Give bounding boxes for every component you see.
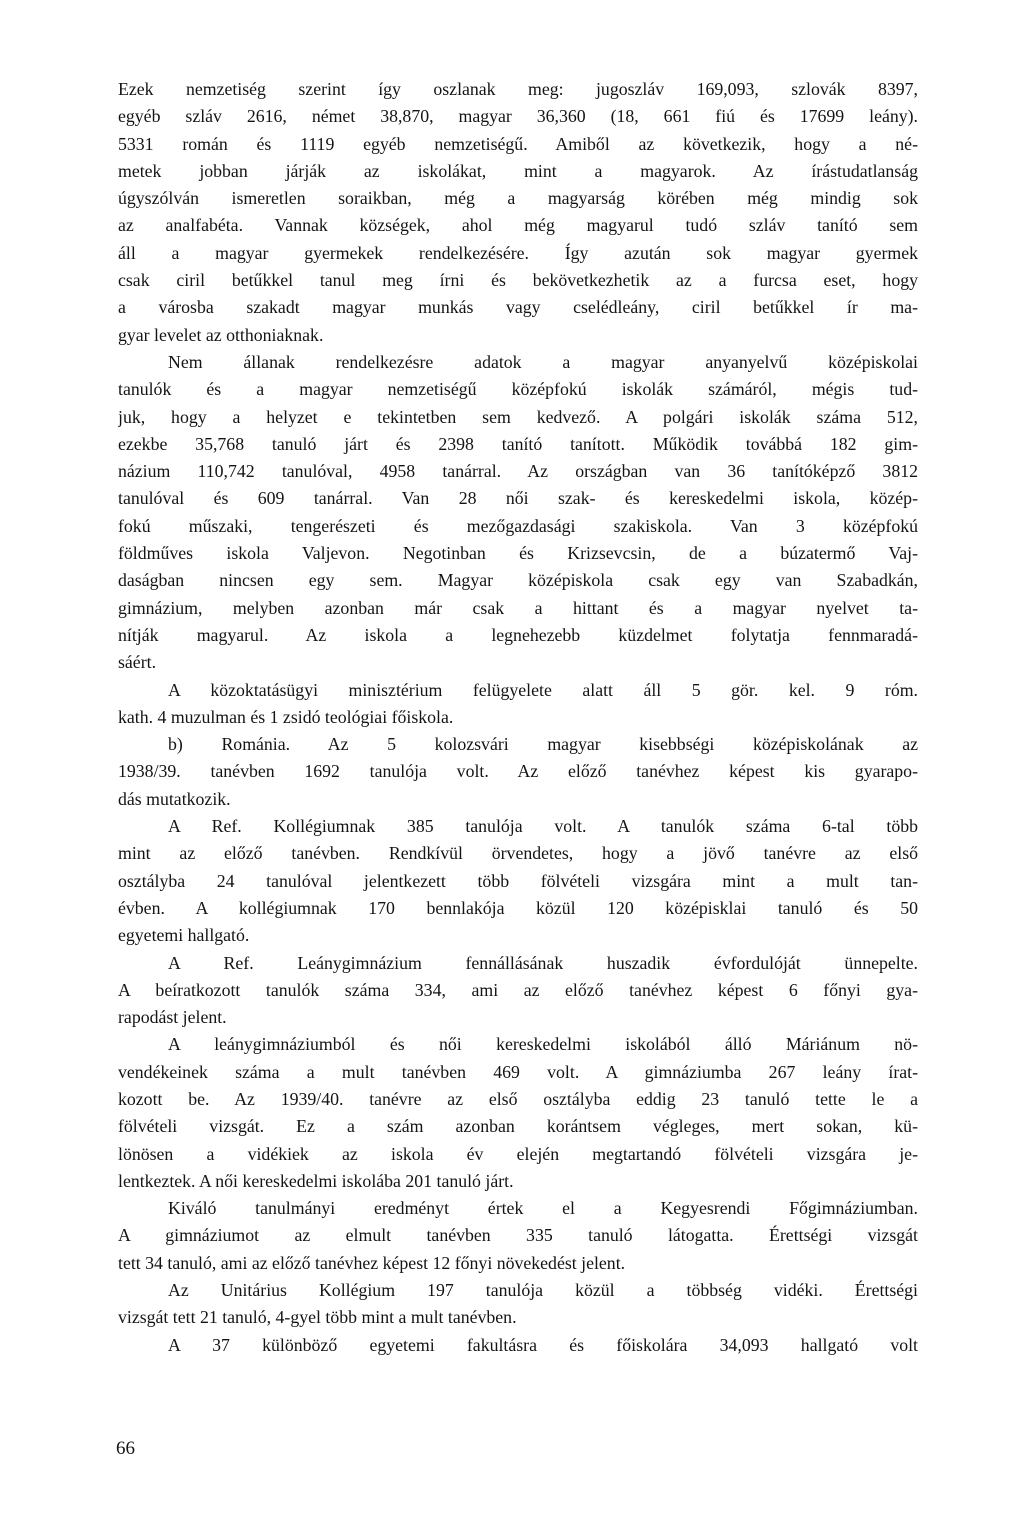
text-line: Az Unitárius Kollégium 197 tanulója közül a többség vidéki. Érettségi [168,1280,918,1301]
text-line: A Ref. Kollégiumnak 385 tanulója volt. A tanulók száma 6-tal több [168,816,918,837]
text-line: az analfabéta. Vannak községek, ahol még magyarul tudó szláv tanító sem [118,215,918,236]
text-line: názium 110,742 tanulóval, 4958 tanárral. Az országban van 36 tanítóképző 3812 [118,461,918,482]
text-line: A gimnáziumot az elmult tanévben 335 tanuló látogatta. Érettségi vizsgát [118,1225,918,1246]
text-line: Nem állanak rendelkezésre adatok a magyar anyanyelvű középiskolai [168,351,918,372]
text-line: metek jobban járják az iskolákat, mint a magyarok. Az írástudatlanság [118,160,918,181]
text-line: gimnázium, melyben azonban már csak a hittant és a magyar nyelvet ta- [118,597,918,618]
text-line: mint az előző tanévben. Rendkívül örvendetes, hogy a jövő tanévre az első [118,843,918,864]
text-line: tett 34 tanuló, ami az előző tanévhez képest 12 főnyi növekedést jelent. [118,1252,626,1273]
text-line: A leánygimnáziumból és női kereskedelmi iskolából álló Máriánum nö- [168,1034,918,1055]
text-line: vendékeinek száma a mult tanévben 469 volt. A gimnáziumba 267 leány írat- [118,1061,918,1082]
text-line: kath. 4 muzulman és 1 zsidó teológiai főiskola. [118,706,454,727]
text-line: lönösen a vidékiek az iskola év elején megtartandó fölvételi vizsgára je- [118,1143,918,1164]
text-line: A beíratkozott tanulók száma 334, ami az előző tanévhez képest 6 főnyi gya- [118,979,918,1000]
page-body [118,76,918,1359]
text-line: dás mutatkozik. [118,788,231,809]
text-line: egyetemi hallgató. [118,925,250,946]
text-line: áll a magyar gyermekek rendelkezésére. Így azután sok magyar gyermek [118,242,918,263]
text-line: juk, hogy a helyzet e tekintetben sem kedvező. A polgári iskolák száma 512, [118,406,918,427]
text-line: a városba szakadt magyar munkás vagy cselédleány, ciril betűkkel ír ma- [118,297,918,318]
text-line: daságban nincsen egy sem. Magyar középiskola csak egy van Szabadkán, [118,570,918,591]
text-line: egyéb szláv 2616, német 38,870, magyar 36,360 (18, 661 fiú és 17699 leány). [118,106,918,127]
text-line: földműves iskola Valjevon. Negotinban és Krizsevcsin, de a búzatermő Vaj- [118,543,918,564]
text-line: A közoktatásügyi minisztérium felügyelete alatt áll 5 gör. kel. 9 róm. [168,679,918,700]
text-line: lentkeztek. A női kereskedelmi iskolába 201 tanuló járt. [118,1170,514,1191]
text-line: rapodást jelent. [118,1007,227,1028]
text-line: A Ref. Leánygimnázium fennállásának huszadik évfordulóját ünnepelte. [168,952,918,973]
text-line: osztályba 24 tanulóval jelentkezett több fölvételi vizsgára mint a mult tan- [118,870,918,891]
text-line: sáért. [118,652,157,673]
text-line: 1938/39. tanévben 1692 tanulója volt. Az előző tanévhez képest kis gyarapo- [118,761,918,782]
text-line: tanulóval és 609 tanárral. Van 28 női szak- és kereskedelmi iskola, közép- [118,488,918,509]
text-line: Kiváló tanulmányi eredményt értek el a Kegyesrendi Főgimnáziumban. [168,1198,918,1219]
text-line: gyar levelet az otthoniaknak. [118,324,324,345]
text-line: b) Románia. Az 5 kolozsvári magyar kisebbségi középiskolának az [168,734,918,755]
text-line: vizsgát tett 21 tanuló, 4-gyel több mint a mult tanévben. [118,1307,517,1328]
text-line: tanulók és a magyar nemzetiségű középfokú iskolák számáról, mégis tud- [118,379,918,400]
text-line: 5331 román és 1119 egyéb nemzetiségű. Amiből az következik, hogy a né- [118,133,918,154]
text-line: kozott be. Az 1939/40. tanévre az első osztályba eddig 23 tanuló tette le a [118,1088,918,1109]
text-line: úgyszólván ismeretlen soraikban, még a magyarság körében még mindig sok [118,188,918,209]
text-line: A 37 különböző egyetemi fakultásra és főiskolára 34,093 hallgató volt [168,1334,918,1355]
page-number: 66 [116,1438,135,1459]
text-line: nítják magyarul. Az iskola a legnehezebb küzdelmet folytatja fennmaradá- [118,624,918,645]
text-line: csak ciril betűkkel tanul meg írni és bekövetkezhetik az a furcsa eset, hogy [118,270,918,291]
text-line: ezekbe 35,768 tanuló járt és 2398 tanító tanított. Működik továbbá 182 gim- [118,433,918,454]
text-line: Ezek nemzetiség szerint így oszlanak meg: jugoszláv 169,093, szlovák 8397, [118,79,918,99]
text-line: fokú műszaki, tengerészeti és mezőgazdasági szakiskola. Van 3 középfokú [118,515,918,536]
text-line: fölvételi vizsgát. Ez a szám azonban korántsem végleges, mert sokan, kü- [118,1116,918,1137]
text-line: évben. A kollégiumnak 170 bennlakója közül 120 középisklai tanuló és 50 [118,897,918,918]
